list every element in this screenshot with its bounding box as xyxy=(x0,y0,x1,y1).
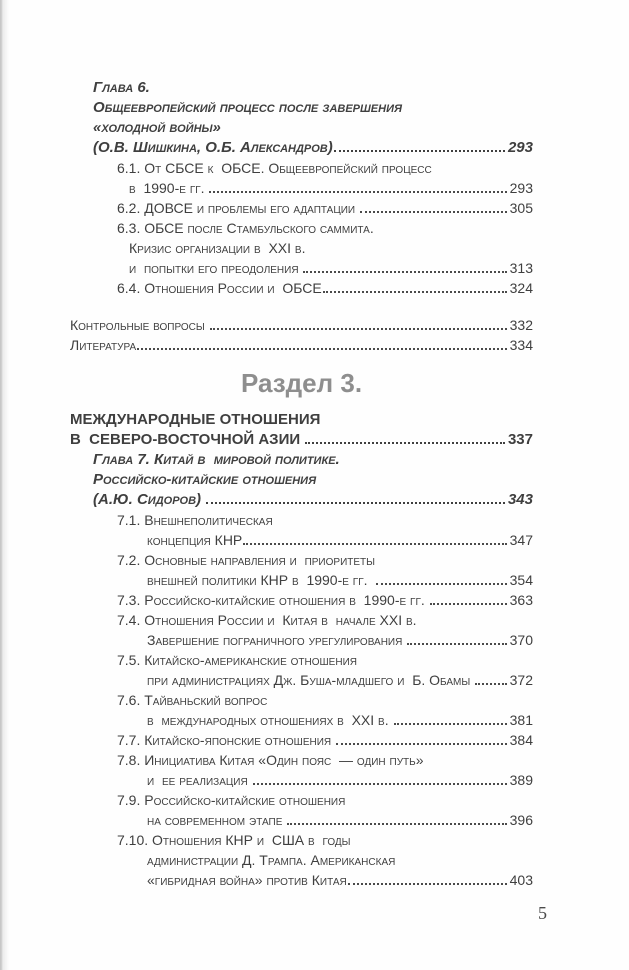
toc-line xyxy=(70,98,533,118)
toc-line xyxy=(70,510,533,530)
toc-line xyxy=(70,470,533,490)
toc-item xyxy=(70,610,533,650)
toc-line xyxy=(70,710,533,730)
dot-leader xyxy=(206,502,505,504)
toc-item xyxy=(70,750,533,790)
toc-line xyxy=(70,218,533,238)
toc-line xyxy=(70,590,533,610)
toc-page-ref: 363 xyxy=(509,592,533,608)
toc-line-text: 6.4. Отношения России и ОБСЕ xyxy=(117,280,322,296)
toc-item xyxy=(70,830,533,890)
toc-page-ref: 305 xyxy=(509,200,533,216)
toc-page-ref: 396 xyxy=(509,812,533,828)
toc-line-text: Литература xyxy=(70,337,137,353)
toc-page-ref: 384 xyxy=(509,732,533,748)
dot-leader xyxy=(303,271,506,273)
toc-line-text: 7.4. Отношения России и Китая в начале XXI в. xyxy=(117,612,417,628)
toc-line-text: «холодной войны» xyxy=(93,119,221,136)
toc-entry xyxy=(70,315,533,335)
toc-line xyxy=(70,730,533,750)
toc-item xyxy=(70,690,533,730)
toc-item xyxy=(70,510,533,550)
toc-item xyxy=(70,278,533,298)
toc-line-text: «гибридная война» против Китая xyxy=(147,872,347,888)
toc-line-text: МЕЖДУНАРОДНЫЕ ОТНОШЕНИЯ xyxy=(70,411,321,428)
toc-line-text: Глава 7. Китай в мировой политике. xyxy=(93,451,340,468)
toc-line xyxy=(70,690,533,710)
toc-line-text: 6.3. ОБСЕ после Стамбульского саммита. xyxy=(117,220,374,236)
toc-item xyxy=(70,730,533,750)
toc-entry xyxy=(70,335,533,355)
toc-line xyxy=(70,790,533,810)
toc-line xyxy=(70,258,533,278)
toc-item xyxy=(70,590,533,610)
toc-item xyxy=(70,198,533,218)
dot-leader xyxy=(407,643,506,645)
toc-line xyxy=(70,118,533,138)
dot-leader xyxy=(334,150,505,152)
toc-page-ref: 354 xyxy=(509,572,533,588)
toc-page-ref: 293 xyxy=(507,139,533,156)
toc-line xyxy=(70,238,533,258)
toc-page-ref: 381 xyxy=(509,712,533,728)
toc-line xyxy=(70,335,533,355)
toc-line-text: при администрациях Дж. Буша-младшего и Б. Обамы xyxy=(147,672,475,688)
toc-line xyxy=(70,138,533,158)
toc-page-ref: 332 xyxy=(509,317,533,333)
toc-page-ref: 403 xyxy=(509,872,533,888)
toc-item xyxy=(70,650,533,690)
toc-page-ref: 370 xyxy=(509,632,533,648)
toc-line-text: (О.В. Шишкина, О.Б. Александров) xyxy=(93,139,333,156)
toc-line-text: на современном этапе xyxy=(147,812,287,828)
scan-left-edge-shadow xyxy=(0,0,9,970)
toc-page-ref: 334 xyxy=(509,337,533,353)
toc-line xyxy=(70,430,533,450)
toc-line xyxy=(70,830,533,850)
toc-line-text: Общеевропейский процесс после завершения xyxy=(93,99,402,116)
toc-line xyxy=(70,630,533,650)
toc-line xyxy=(70,178,533,198)
toc-line-text: администрации Д. Трампа. Американская xyxy=(147,852,396,868)
toc-line-text: (А.Ю. Сидоров) xyxy=(93,491,206,508)
toc-line-text: 7.3. Российско-китайские отношения в 1990-е гг. xyxy=(117,592,429,608)
toc-line xyxy=(70,315,533,335)
dot-leader xyxy=(475,683,507,685)
toc-line xyxy=(70,278,533,298)
toc-line xyxy=(70,410,533,430)
toc-line-text: 7.9. Российско-китайские отношения xyxy=(117,792,346,808)
toc-chapter-heading xyxy=(70,450,533,510)
dot-leader xyxy=(210,328,507,330)
dot-leader xyxy=(323,291,507,293)
toc-line-text: в 1990-е гг. xyxy=(129,180,209,196)
page-number-folio: 5 xyxy=(538,903,547,923)
toc-line xyxy=(70,850,533,870)
toc-line xyxy=(70,770,533,790)
dot-leader xyxy=(348,883,507,885)
section-divider xyxy=(70,367,533,399)
dot-leader xyxy=(394,723,507,725)
toc-line-text: Завершение пограничного урегулирования xyxy=(147,632,407,648)
toc-line-text: Раздел 3. xyxy=(240,368,363,398)
toc-line-text: 7.2. Основные направления и приоритеты xyxy=(117,552,375,568)
toc-line-text: 7.5. Китайско-американские отношения xyxy=(117,652,357,668)
toc-page-ref: 324 xyxy=(509,280,533,296)
toc-line xyxy=(70,610,533,630)
toc-line xyxy=(70,550,533,570)
toc-line xyxy=(70,198,533,218)
toc-page-ref: 389 xyxy=(509,772,533,788)
toc-line-text: Кризис организации в XXI в. xyxy=(129,240,306,256)
toc-line-text: 7.7. Китайско-японские отношения xyxy=(117,732,336,748)
toc-section-heading xyxy=(70,410,533,450)
toc-item xyxy=(70,158,533,198)
dot-leader xyxy=(430,603,507,605)
dot-leader xyxy=(305,442,505,444)
toc-line-text: и ее реализация xyxy=(147,772,252,788)
toc-line xyxy=(70,870,533,890)
toc-page-ref: 343 xyxy=(507,491,533,508)
toc-line xyxy=(70,78,533,98)
toc-line-text: 7.8. Инициатива Китая «Один пояс — один путь» xyxy=(117,752,424,768)
toc-line xyxy=(70,810,533,830)
toc-line xyxy=(70,158,533,178)
toc-page-ref: 347 xyxy=(509,532,533,548)
dot-leader xyxy=(360,211,507,213)
toc-line xyxy=(70,530,533,550)
toc-line-text: 6.2. ДОВСЕ и проблемы его адаптации xyxy=(117,200,360,216)
dot-leader xyxy=(376,583,506,585)
toc-line-text: в международных отношениях в XXI в. xyxy=(147,712,393,728)
toc-line-text: 6.1. От СБСЕ к ОБСЕ. Общеевропейский процесс xyxy=(117,160,432,176)
toc-item xyxy=(70,790,533,830)
toc-line xyxy=(70,450,533,470)
toc-line-text: Российско-китайские отношения xyxy=(93,471,317,488)
toc-page-ref: 313 xyxy=(509,260,533,276)
toc-item xyxy=(70,550,533,590)
toc-line-text: 7.10. Отношения КНР и США в годы xyxy=(117,832,351,848)
toc-line-text: и попытки его преодоления xyxy=(129,260,303,276)
toc-line-text: внешней политики КНР в 1990-е гг. xyxy=(147,572,376,588)
toc-line xyxy=(70,570,533,590)
dot-leader xyxy=(243,543,506,545)
toc-line xyxy=(70,650,533,670)
dot-leader xyxy=(287,823,506,825)
toc-page-ref: 293 xyxy=(509,180,533,196)
toc-line xyxy=(70,750,533,770)
toc-line-text: Контрольные вопросы xyxy=(70,317,209,333)
dot-leader xyxy=(137,348,506,350)
toc-item xyxy=(70,218,533,278)
toc-line-text: 7.1. Внешнеполитическая xyxy=(117,512,273,528)
toc-line-text: 7.6. Тайваньский вопрос xyxy=(117,692,268,708)
dot-leader xyxy=(336,743,507,745)
toc-line xyxy=(70,490,533,510)
toc-line-text: В СЕВЕРО-ВОСТОЧНОЙ АЗИИ xyxy=(70,431,305,448)
toc-page-ref: 372 xyxy=(509,672,533,688)
toc-line xyxy=(70,670,533,690)
dot-leader xyxy=(253,783,507,785)
toc-line xyxy=(70,367,533,399)
toc-chapter-heading xyxy=(70,78,533,158)
toc-page-ref: 337 xyxy=(507,431,533,448)
toc-line-text: Глава 6. xyxy=(93,79,150,96)
toc-line-text: концепция КНР xyxy=(147,532,243,548)
table-of-contents xyxy=(70,78,533,890)
dot-leader xyxy=(209,191,506,193)
